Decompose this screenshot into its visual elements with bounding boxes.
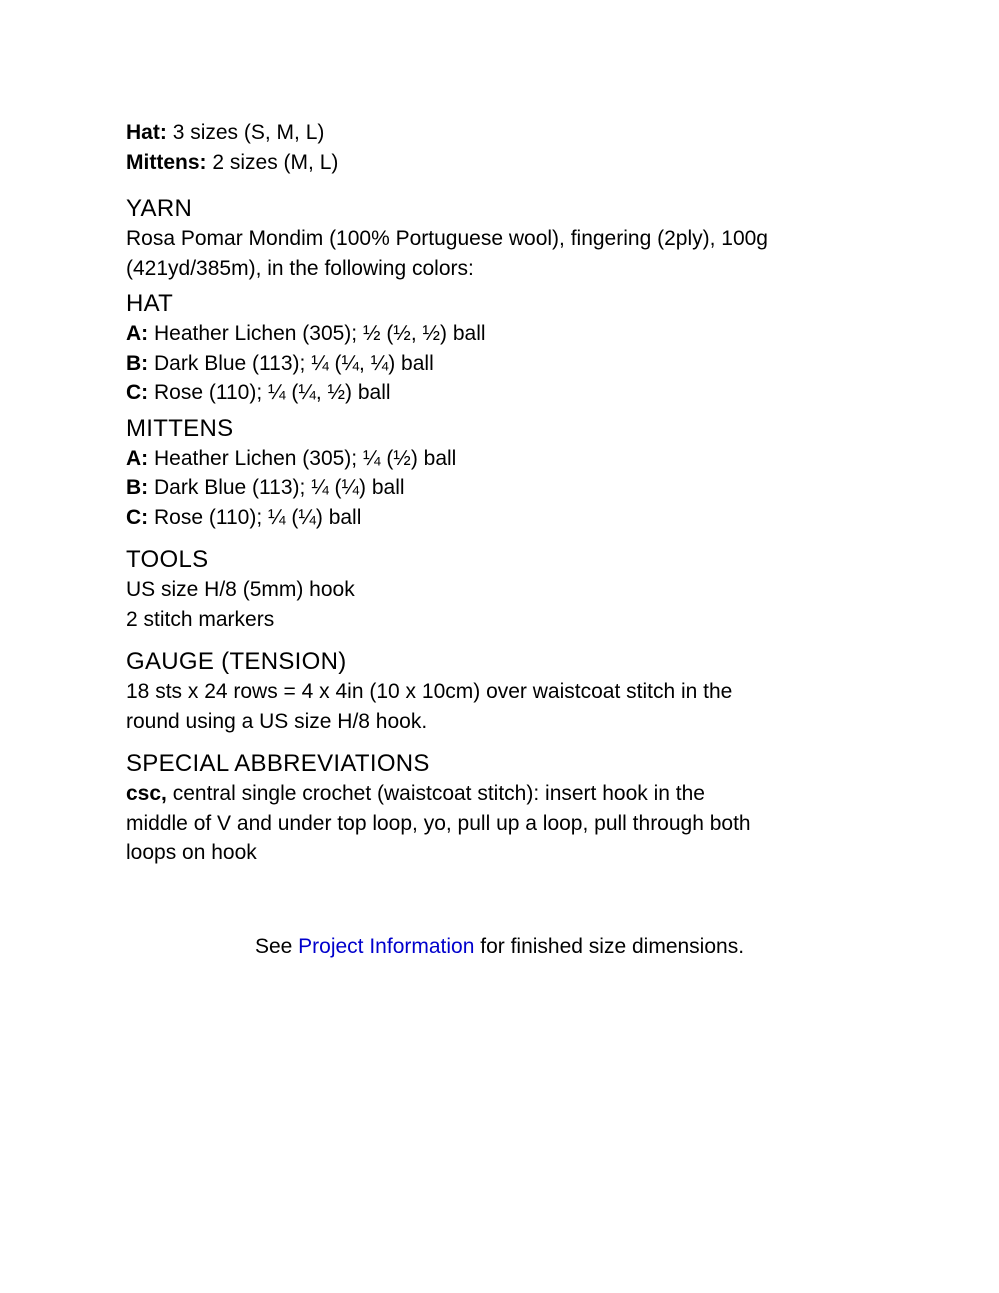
abbreviation-line-2: middle of V and under top loop, yo, pull up a loop, pull through both (126, 811, 751, 835)
hat-color-b (126, 349, 886, 379)
hat-sizes-line (126, 118, 886, 148)
color-label: B: (126, 476, 149, 499)
hat-heading: HAT (126, 290, 174, 317)
abbreviation-line-1 (126, 779, 886, 809)
note-suffix: for finished size dimensions. (480, 935, 745, 958)
tools-line-2: 2 stitch markers (126, 607, 275, 631)
color-label: B: (126, 351, 149, 375)
yarn-description-line-1: Rosa Pomar Mondim (100% Portuguese wool), fingering (2ply), 100g (126, 227, 768, 250)
gauge-heading: GAUGE (TENSION) (126, 648, 347, 675)
mittens-color-c (126, 503, 886, 533)
color-text: Heather Lichen (305); ¼ (½) ball (154, 446, 457, 470)
project-information-link[interactable]: Project Information (298, 935, 475, 958)
gauge-line-1: 18 sts x 24 rows = 4 x 4in (10 x 10cm) over waistcoat stitch in the (126, 680, 733, 703)
mittens-sizes-label: Mittens: (126, 150, 207, 174)
mittens-color-b (126, 473, 886, 503)
hat-color-a (126, 319, 886, 349)
hat-sizes-value: 3 sizes (S, M, L) (172, 121, 325, 144)
tools-line-1: US size H/8 (5mm) hook (126, 578, 355, 601)
color-text: Heather Lichen (305); ½ (½, ½) ball (154, 322, 486, 345)
color-text: Rose (110); ¼ (¼, ½) ball (154, 381, 391, 404)
hat-sizes-label: Hat: (126, 121, 167, 144)
color-text: Dark Blue (113); ¼ (¼) ball (154, 476, 405, 499)
mittens-color-a (126, 444, 886, 474)
mittens-sizes-line (126, 148, 886, 178)
abbreviation-term: csc, (126, 782, 167, 805)
yarn-heading: YARN (126, 195, 193, 222)
color-label: C: (126, 505, 149, 529)
note-prefix: See (254, 935, 293, 958)
gauge-line-2: round using a US size H/8 hook. (126, 709, 428, 733)
tools-heading: TOOLS (126, 546, 209, 573)
color-label: A: (126, 446, 149, 470)
color-label: C: (126, 381, 149, 404)
pattern-materials-page (126, 118, 886, 868)
finished-size-note (0, 932, 999, 962)
abbreviations-heading: SPECIAL ABBREVIATIONS (126, 750, 430, 777)
mittens-sizes-value: 2 sizes (M, L) (212, 150, 339, 174)
abbreviation-definition-start: central single crochet (waistcoat stitch): insert hook in the (172, 782, 705, 805)
hat-color-c (126, 378, 886, 408)
color-label: A: (126, 322, 149, 345)
yarn-description-line-2: (421yd/385m), in the following colors: (126, 256, 474, 280)
mittens-heading: MITTENS (126, 414, 234, 442)
color-text: Rose (110); ¼ (¼) ball (154, 505, 362, 529)
color-text: Dark Blue (113); ¼ (¼, ¼) ball (154, 351, 434, 375)
abbreviation-line-3: loops on hook (126, 841, 257, 864)
